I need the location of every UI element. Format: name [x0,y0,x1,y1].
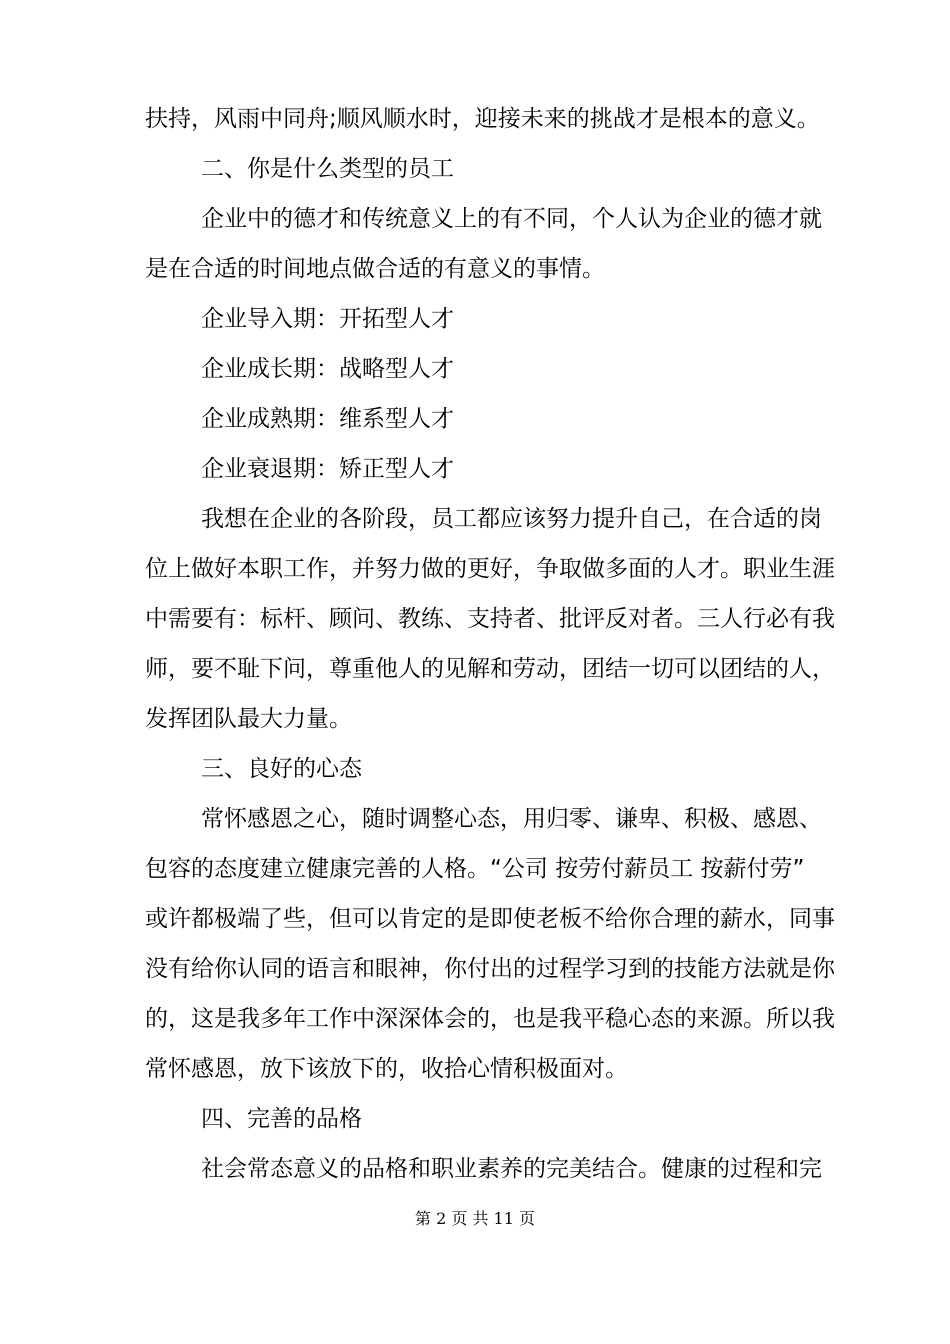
body-text [145,94,835,1194]
paragraph-line: 包容的态度建立健康完善的人格。“公司 按劳付薪员工 按薪付劳” [145,856,805,882]
paragraph-line: 我想在企业的各阶段，员工都应该努力提升自己，在合适的岗 [201,506,822,532]
paragraph-line: 发挥团队最大力量。 [145,706,352,732]
list-item: 企业成长期：战略型人才 [201,356,454,382]
section-heading-employee-type: 二、你是什么类型的员工 [201,156,454,182]
paragraph-line: 位上做好本职工作，并努力做的更好，争取做多面的人才。职业生涯 [145,556,835,582]
paragraph-line: 师，要不耻下问，尊重他人的见解和劳动，团结一切可以团结的人， [145,656,835,682]
section-heading-character: 四、完善的品格 [201,1106,362,1132]
list-item: 企业导入期：开拓型人才 [201,306,454,332]
paragraph-line: 的，这是我多年工作中深深体会的，也是我平稳心态的来源。所以我 [145,1006,835,1032]
list-item: 企业衰退期：矫正型人才 [201,456,454,482]
paragraph-line: 扶持，风雨中同舟;顺风顺水时，迎接未来的挑战才是根本的意义。 [145,106,820,132]
list-item: 企业成熟期：维系型人才 [201,406,454,432]
page-number-footer: 第 2 页 共 11 页 [415,1209,535,1228]
paragraph-line: 没有给你认同的语言和眼神，你付出的过程学习到的技能方法就是你 [145,956,835,982]
paragraph-line: 社会常态意义的品格和职业素养的完美结合。健康的过程和完 [201,1156,822,1182]
paragraph-line: 常怀感恩之心，随时调整心态，用归零、谦卑、积极、感恩、 [201,806,822,832]
paragraph-line: 企业中的德才和传统意义上的有不同，个人认为企业的德才就 [201,206,822,232]
section-heading-mindset: 三、良好的心态 [201,756,362,782]
paragraph-line: 常怀感恩，放下该放下的，收拾心情积极面对。 [145,1056,628,1082]
paragraph-line: 是在合适的时间地点做合适的有意义的事情。 [145,256,605,282]
paragraph-line: 中需要有：标杆、顾问、教练、支持者、批评反对者。三人行必有我 [145,606,835,632]
paragraph-line: 或许都极端了些，但可以肯定的是即使老板不给你合理的薪水，同事 [145,906,835,932]
